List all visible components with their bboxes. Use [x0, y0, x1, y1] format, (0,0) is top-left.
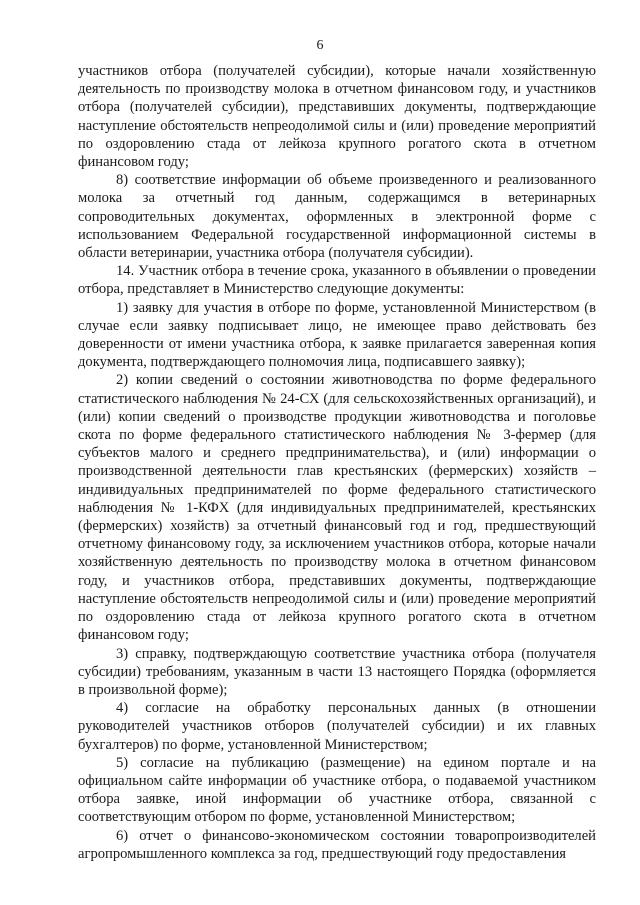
- paragraph: 2) копии сведений о состоянии животноводства по форме федерального статистического наблюдения № 24-СХ (для сельскохозяйственных организаций), и (или) копии сведений о производстве продукции животноводства и поголовье скота по форме федерального статистического наблюдения № 3-фермер (для субъектов малого и среднего предпринимательства), и (или) информации о производственной деятельности глав крестьянских (фермерских) хозяйств – индивидуальных предпринимателей по форме федерального статистического наблюдения № 1-КФХ (для индивидуальных предпринимателей, крестьянских (фермерских) хозяйств) за отчетный финансовый год и год, предшествующий отчетному финансовому году, за исключением участников отбора, которые начали хозяйственную деятельность по производству молока в отчетном финансовом году, и участников отбора, представивших документы, подтверждающие наступление обстоятельств непреодолимой силы и (или) проведение мероприятий по оздоровлению стада от лейкоза крупного рогатого скота в отчетном финансовом году;: [78, 372, 596, 644]
- page-number: 6: [316, 38, 324, 53]
- paragraph: 4) согласие на обработку персональных данных (в отношении руководителей участников отборов (получателей субсидии) и их главных бухгалтеров) по форме, установленной Министерством;: [78, 700, 596, 753]
- paragraph: участников отбора (получателей субсидии), которые начали хозяйственную деятельность по производству молока в отчетном финансовом году, и участников отбора (получателей субсидии), представивших документы, подтверждающие наступление обстоятельств непреодолимой силы и (или) проведение мероприятий по оздоровлению стада от лейкоза крупного рогатого скота в отчетном финансовом году;: [78, 63, 596, 171]
- paragraph: 1) заявку для участия в отборе по форме, установленной Министерством (в случае если заявку подписывает лицо, не имеющее право действовать без доверенности от имени участника отбора, к заявке прилагается заверенная копия документа, подтверждающего полномочия лица, подписавшего заявку);: [78, 299, 596, 371]
- paragraph: 5) согласие на публикацию (размещение) на едином портале и на официальном сайте информации об участнике отбора, о подаваемой участником отбора заявке, иной информации об участнике отбора, связанной с соответствующим отбором по форме, установленной Министерством;: [78, 754, 596, 826]
- document-body: [78, 62, 596, 863]
- paragraph: 8) соответствие информации об объеме произведенного и реализованного молока за отчетный год данным, содержащимся в ветеринарных сопроводительных документах, оформленных в электронной форме с использованием Федеральной государственной информационной системы в области ветеринарии, участника отбора (получателя субсидии).: [78, 172, 596, 262]
- paragraph: 3) справку, подтверждающую соответствие участника отбора (получателя субсидии) требованиям, указанным в части 13 настоящего Порядка (оформляется в произвольной форме);: [78, 645, 596, 698]
- paragraph: 6) отчет о финансово-экономическом состоянии товаропроизводителей агропромышленного комплекса за год, предшествующий году предоставления: [78, 827, 596, 862]
- paragraph: 14. Участник отбора в течение срока, указанного в объявлении о проведении отбора, представляет в Министерство следующие документы:: [78, 263, 596, 298]
